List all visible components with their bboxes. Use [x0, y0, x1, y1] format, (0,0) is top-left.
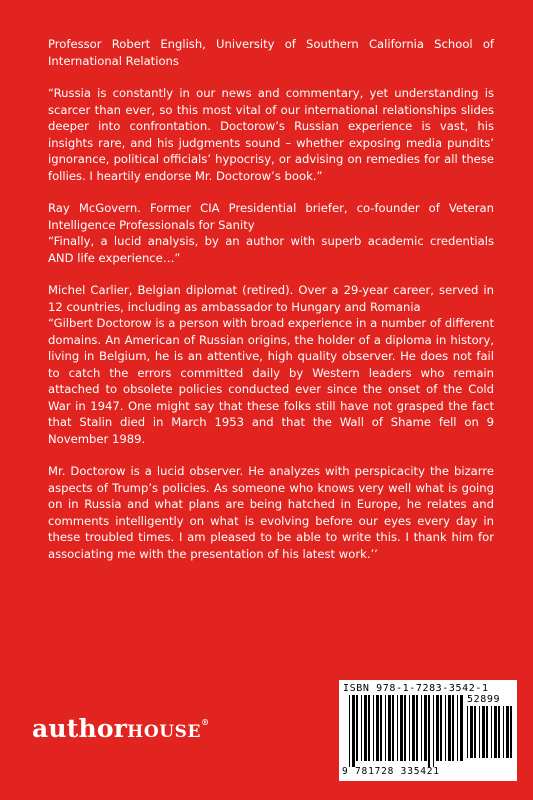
barcode-bar	[364, 695, 367, 761]
barcode-bar	[392, 695, 394, 761]
barcode-bar	[479, 706, 480, 758]
barcode-bar	[349, 695, 350, 767]
barcode-bar	[440, 695, 442, 761]
endorsements-section	[48, 36, 494, 562]
barcode-bar	[457, 695, 458, 761]
barcode-bar	[494, 706, 497, 758]
barcode-bar	[436, 695, 439, 761]
barcode-bar	[467, 706, 468, 758]
barcode-bar	[491, 706, 492, 758]
barcode-bar	[397, 695, 398, 761]
isbn-barcode	[339, 680, 517, 781]
barcode-bar	[424, 695, 427, 761]
barcode-bar	[428, 695, 430, 767]
barcode-bar	[460, 695, 463, 761]
barcode-bar	[474, 706, 476, 758]
barcode-bar	[433, 695, 434, 767]
barcode-bar	[376, 695, 379, 761]
endorsement-attribution: Michel Carlier, Belgian diplomat (retired). Over a 29-year career, served in 12 countries, including as ambassador to Hungary and Romania	[48, 283, 494, 314]
barcode-bar	[352, 695, 355, 767]
barcode-bar	[373, 695, 374, 761]
barcode-bar	[510, 706, 512, 758]
barcode-bar	[356, 695, 358, 761]
endorsement-quote-continued: Mr. Doctorow is a lucid observer. He analyzes with perspicacity the bizarre aspects of Trump’s policies. As someone who knows very well what is going on in Russia and what plans are being hatched in Europe, he relates and comments intelligently on what is evolving before our eyes every day in these troubled times. I am pleased to be able to write this. I thank him for associating me with the presentation of his latest work.’’	[48, 464, 494, 561]
barcode-bar	[506, 706, 509, 758]
publisher-logo	[32, 714, 209, 743]
barcode-bar	[368, 695, 370, 761]
barcode-bar	[409, 695, 410, 761]
endorsement-quote: “Finally, a lucid analysis, by an author with superb academic credentials AND life experience…”	[48, 234, 494, 265]
barcode-bar	[421, 695, 422, 761]
barcode-bar	[486, 706, 488, 758]
barcode-bar	[361, 695, 362, 761]
publisher-logo-author: author	[32, 714, 128, 743]
endorsement-quote: “Gilbert Doctorow is a person with broad experience in a number of different domains. An American of Russian origins, the holder of a diploma in history, living in Belgium, he is an attentive, high quality observer. He does not fail to catch the errors committed daily by Western leaders who remain attached to obsolete policies conducted ever since the onset of the Cold War in 1947. One might say that these folks still have not grasped the fact that Stalin died in March 1953 and that the Wall of Shame fell on 9 November 1989.	[48, 316, 494, 446]
barcode-bar	[482, 706, 485, 758]
endorsement-attribution: Ray McGovern. Former CIA Presidential briefer, co-founder of Veteran Intelligence Professionals for Sanity	[48, 201, 494, 232]
supplement-barcode-bars	[467, 706, 513, 764]
barcode-bar	[404, 695, 406, 761]
endorsement-quote: “Russia is constantly in our news and commentary, yet understanding is scarcer than ever, so this most vital of our international relationships slides deeper into confrontation. Doctorow’s Russian experience is vast, his insights rare, and his judgments sound – whether exposing media pundits’ ignorance, political officials’ hypocrisy, or advising on remedies for all these follies. I heartily endorse Mr. Doctorow’s book.”	[48, 86, 494, 183]
barcode-bar	[388, 695, 391, 761]
supplement-number: 52899	[467, 694, 501, 705]
barcode-bar	[452, 695, 454, 761]
isbn-label: ISBN 978-1-7283-3542-1	[343, 683, 489, 694]
barcode-bar	[400, 695, 403, 761]
barcode-bar	[380, 695, 382, 761]
barcode-bar	[416, 695, 418, 761]
barcode-bar	[412, 695, 415, 761]
barcode-bar	[498, 706, 500, 758]
ean-barcode-bars	[349, 695, 463, 767]
barcode-bar	[385, 695, 386, 761]
ean-digits: 9 781728 335421	[342, 766, 440, 777]
barcode-bar	[470, 706, 473, 758]
barcode-bar	[503, 706, 504, 758]
barcode-bar	[445, 695, 446, 761]
barcode-bar	[448, 695, 451, 761]
endorsement-attribution: Professor Robert English, University of Southern California School of International Relations	[48, 37, 494, 68]
registered-mark: ®	[201, 717, 210, 727]
publisher-logo-house: HOUSE	[127, 722, 202, 742]
